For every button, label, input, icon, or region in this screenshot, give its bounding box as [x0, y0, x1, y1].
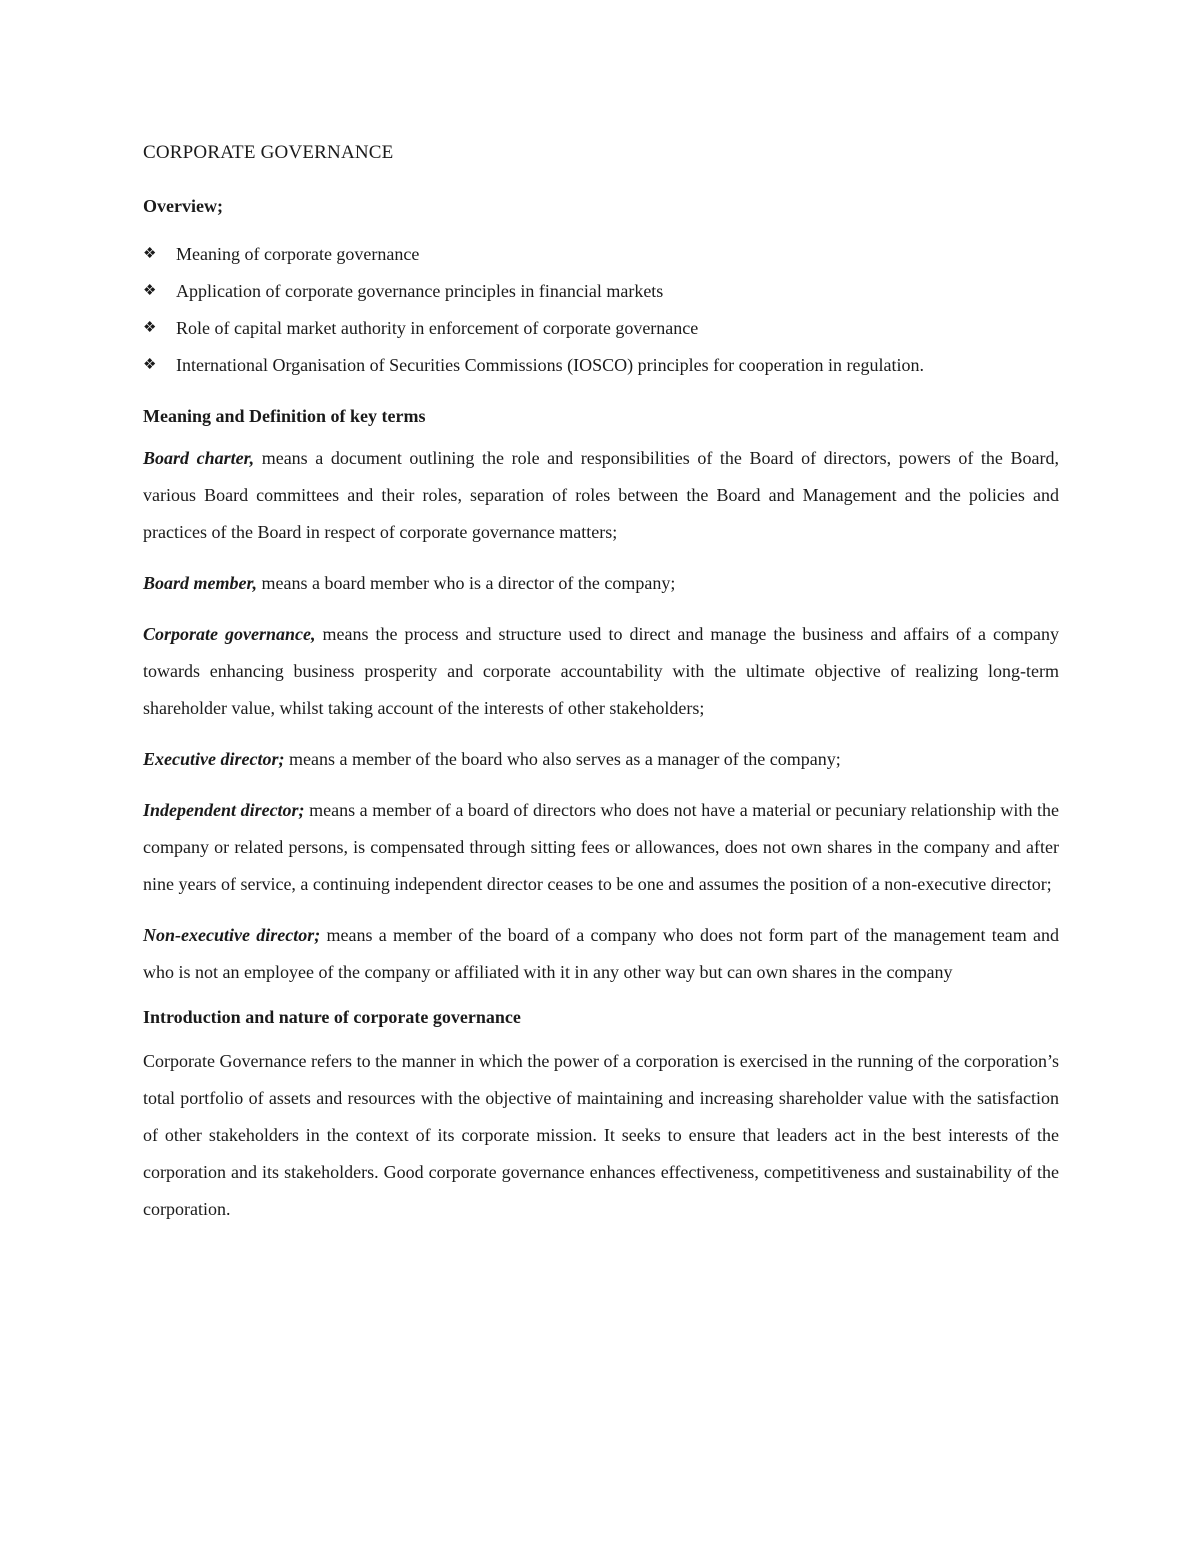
list-item [143, 347, 1059, 384]
definition-text: means a document outlining the role and responsibilities of the Board of directors, powers of the Board, various Board committees and their roles, separation of roles between the Board and Management and the policies and practices of the Board in respect of corporate governance matters; [143, 448, 1059, 542]
definition-term: Independent director; [143, 800, 305, 820]
definition-non-executive-director [143, 917, 1059, 991]
list-item-text: Application of corporate governance principles in financial markets [176, 281, 664, 301]
definition-term: Executive director; [143, 749, 285, 769]
definitions-heading: Meaning and Definition of key terms [143, 406, 426, 426]
definition-board-charter [143, 440, 1059, 551]
definition-text: means a member of the board who also serves as a manager of the company; [284, 749, 841, 769]
list-item [143, 236, 1059, 273]
definition-term: Corporate governance, [143, 624, 316, 644]
diamond-bullet-icon: ❖ [143, 283, 157, 299]
list-item-text: International Organisation of Securities Commissions (IOSCO) principles for cooperation in regulation. [176, 355, 925, 375]
document-page [143, 140, 1059, 1228]
list-item [143, 273, 1059, 310]
definition-board-member [143, 565, 1059, 602]
intro-paragraph: Corporate Governance refers to the manner in which the power of a corporation is exercised in the running of the corporation’s total portfolio of assets and resources with the objective of maintaining and increasing shareholder value with the satisfaction of other stakeholders in the context of its corporate mission. It seeks to ensure that leaders act in the best interests of the corporation and its stakeholders. Good corporate governance enhances effectiveness, competitiveness and sustainability of the corporation. [143, 1051, 1059, 1219]
diamond-bullet-icon: ❖ [143, 320, 157, 336]
definition-executive-director [143, 741, 1059, 778]
definition-text: means a member of a board of directors who does not have a material or pecuniary relationship with the company or related persons, is compensated through sitting fees or allowances, does not own shares in the company and after nine years of service, a continuing independent director ceases to be one and assumes the position of a non-executive director; [143, 800, 1059, 894]
overview-heading: Overview; [143, 196, 223, 216]
diamond-bullet-icon: ❖ [143, 246, 157, 262]
definition-term: Non-executive director; [143, 925, 321, 945]
definition-independent-director [143, 792, 1059, 903]
list-item-text: Role of capital market authority in enforcement of corporate governance [176, 318, 699, 338]
list-item-text: Meaning of corporate governance [176, 244, 420, 264]
definition-text: means a member of the board of a company who does not form part of the management team and who is not an employee of the company or affiliated with it in any other way but can own shares in the company [143, 925, 1059, 982]
definition-corporate-governance [143, 616, 1059, 727]
diamond-bullet-icon: ❖ [143, 357, 157, 373]
definition-term: Board charter, [143, 448, 255, 468]
definition-text: means a board member who is a director of the company; [257, 573, 676, 593]
list-item [143, 310, 1059, 347]
document-title: CORPORATE GOVERNANCE [143, 142, 394, 163]
intro-heading: Introduction and nature of corporate governance [143, 1007, 521, 1027]
overview-list [143, 236, 1059, 384]
definition-text: means the process and structure used to direct and manage the business and affairs of a company towards enhancing business prosperity and corporate accountability with the ultimate objective of realizing long-term shareholder value, whilst taking account of the interests of other stakeholders; [143, 624, 1059, 718]
definition-term: Board member, [143, 573, 258, 593]
